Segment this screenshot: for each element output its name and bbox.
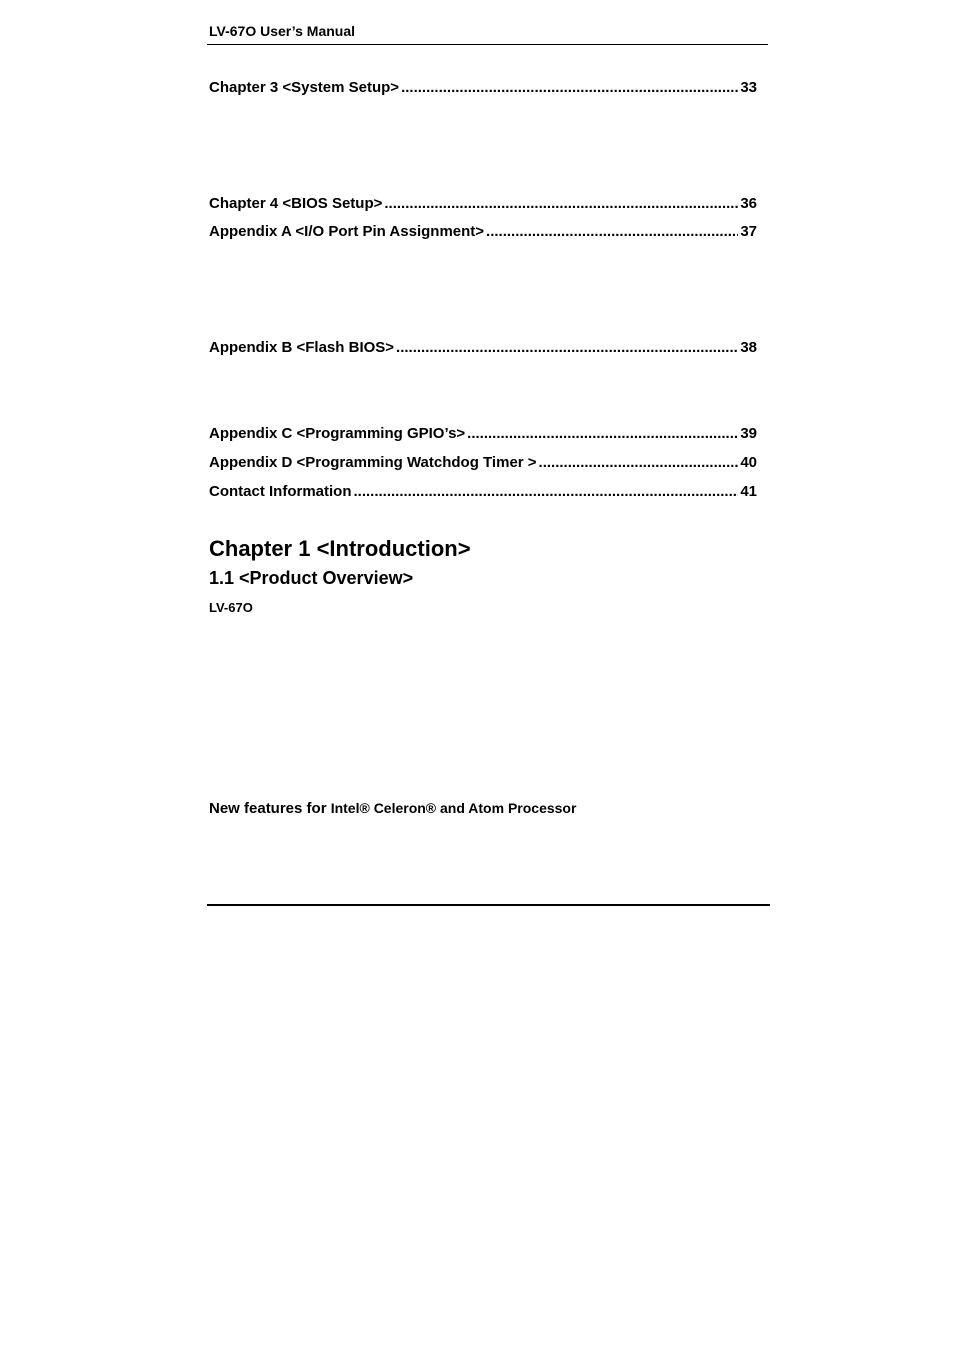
toc-entry-page: 40 [740,454,757,471]
toc-dot-leader [396,339,738,356]
running-header-title: LV-67O User’s Manual [209,23,356,39]
toc-entry-label: Appendix A <I/O Port Pin Assignment> [209,223,485,240]
toc-dot-leader [384,195,738,212]
toc-entry-appendix-b[interactable] [209,339,757,359]
processor-name: Intel® Celeron® and Atom Processor [330,800,577,816]
toc-dot-leader [486,223,738,240]
toc-entry-page: 38 [740,339,757,356]
toc-entry-page: 36 [740,195,757,212]
section-heading: 1.1 <Product Overview> [209,568,414,588]
toc-entry-contact-information[interactable] [209,483,757,503]
new-features-line [209,800,576,818]
toc-entry-label: Chapter 3 <System Setup> [209,79,400,96]
toc-entry-label: Appendix B <Flash BIOS> [209,339,395,356]
toc-entry-chapter-3[interactable] [209,79,757,99]
toc-dot-leader [401,79,738,96]
toc-entry-page: 37 [740,223,757,240]
footer-rule [207,904,770,906]
toc-entry-page: 41 [740,483,757,500]
chapter-heading: Chapter 1 <Introduction> [209,536,471,561]
toc-entry-label: Contact Information [209,483,352,500]
header-rule [207,44,768,45]
toc-entry-appendix-a[interactable] [209,223,757,243]
toc-entry-label: Chapter 4 <BIOS Setup> [209,195,383,212]
toc-entry-label: Appendix D <Programming Watchdog Timer > [209,454,537,471]
toc-entry-page: 33 [740,79,757,96]
toc-dot-leader [467,425,738,442]
new-features-lead: New features for [209,800,331,817]
toc-entry-appendix-d[interactable] [209,454,757,474]
toc-entry-appendix-c[interactable] [209,425,757,445]
toc-dot-leader [539,454,739,471]
toc-entry-page: 39 [740,425,757,442]
product-name: LV-67O [209,600,253,615]
toc-entry-chapter-4[interactable] [209,195,757,215]
toc-dot-leader [354,483,739,500]
toc-entry-label: Appendix C <Programming GPIO’s> [209,425,466,442]
